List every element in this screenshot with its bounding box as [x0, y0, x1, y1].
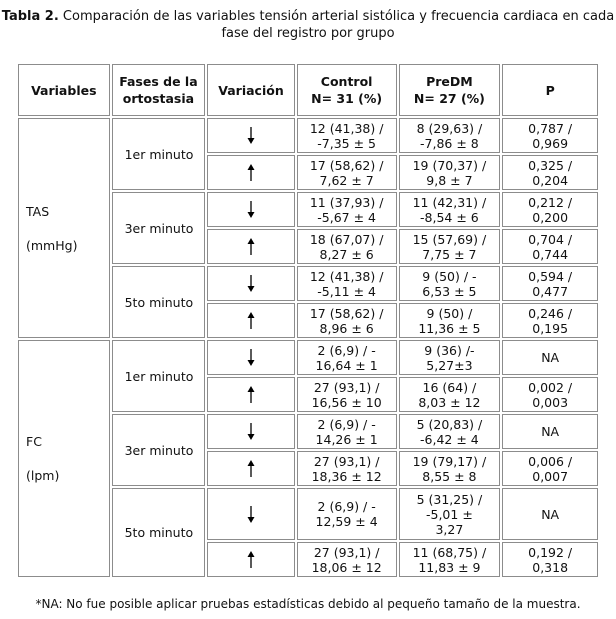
cell-line: 0,007: [532, 468, 569, 484]
phase-cell: 5to minuto: [112, 266, 206, 338]
cell-line: 16,64 ± 1: [315, 357, 378, 373]
predm-cell: [399, 118, 501, 153]
predm-cell: [399, 377, 501, 412]
header-predm-n: N= 27 (%): [413, 91, 485, 106]
cell-line: 7,62 ± 7: [319, 172, 374, 188]
control-cell: [297, 118, 397, 153]
p-value-cell: [502, 542, 598, 577]
predm-cell: [399, 414, 501, 449]
cell-line: 2 (6,9) / -: [317, 416, 376, 432]
control-cell: [297, 155, 397, 190]
cell-line: 27 (93,1) /: [313, 379, 380, 395]
cell-line: 5 (20,83) /: [416, 416, 483, 432]
header-variacion: Variación: [207, 64, 295, 116]
up-arrow-icon: [207, 377, 295, 412]
p-value-cell: [502, 488, 598, 540]
cell-line: 11,83 ± 9: [418, 559, 481, 575]
cell-line: NA: [541, 506, 560, 522]
cell-line: 0,969: [532, 135, 569, 151]
cell-line: 5,27±3: [426, 357, 473, 373]
down-arrow-icon: [207, 192, 295, 227]
down-arrow-icon: [207, 340, 295, 375]
down-arrow-icon: [207, 118, 295, 153]
control-cell: [297, 542, 397, 577]
up-arrow-icon: [207, 303, 295, 338]
table-caption: [0, 8, 616, 42]
control-cell: [297, 266, 397, 301]
cell-line: 6,53 ± 5: [422, 283, 477, 299]
cell-line: 11,36 ± 5: [418, 320, 481, 336]
results-table: [16, 62, 600, 579]
cell-line: 0,787 /: [528, 120, 573, 136]
p-value-cell: [502, 118, 598, 153]
phase-cell: 5to minuto: [112, 488, 206, 577]
cell-line: 7,75 ± 7: [422, 246, 477, 262]
cell-line: 17 (58,62) /: [309, 157, 384, 173]
cell-line: 14,26 ± 1: [315, 431, 378, 447]
predm-cell: [399, 451, 501, 486]
cell-line: 9 (50) /: [426, 305, 473, 321]
up-arrow-icon: [207, 451, 295, 486]
cell-line: 18,36 ± 12: [311, 468, 382, 484]
cell-line: 9,8 ± 7: [426, 172, 473, 188]
p-value-cell: [502, 414, 598, 449]
cell-line: 2 (6,9) / -: [317, 499, 376, 514]
predm-cell: [399, 192, 501, 227]
header-predm: [399, 64, 501, 116]
control-cell: [297, 488, 397, 540]
cell-line: -8,54 ± 6: [420, 209, 479, 225]
control-cell: [297, 340, 397, 375]
cell-line: 27 (93,1) /: [313, 453, 380, 469]
header-control-n: N= 31 (%): [311, 91, 383, 106]
cell-line: 11 (68,75) /: [412, 544, 487, 560]
p-value-cell: [502, 377, 598, 412]
cell-line: 15 (57,69) /: [412, 231, 487, 247]
cell-line: 12,59 ± 4: [315, 514, 378, 529]
cell-line: 0,195: [532, 320, 569, 336]
caption-text: Comparación de las variables tensión arterial sistólica y frecuencia cardiaca en cada fase del registro por grupo: [58, 9, 615, 41]
header-control-name: Control: [320, 74, 373, 89]
caption-label: Tabla 2.: [1, 9, 59, 24]
phase-cell: 3er minuto: [112, 414, 206, 486]
table-row: [18, 118, 598, 153]
cell-line: 27 (93,1) /: [313, 544, 380, 560]
p-value-cell: [502, 155, 598, 190]
p-value-cell: [502, 229, 598, 264]
variable-cell: [18, 118, 110, 338]
cell-line: -5,01 ±: [426, 506, 473, 522]
cell-line: 8,55 ± 8: [422, 468, 477, 484]
table-body: [18, 118, 598, 577]
control-cell: [297, 192, 397, 227]
cell-line: -6,42 ± 4: [420, 431, 479, 447]
cell-line: 3,27: [435, 521, 464, 537]
cell-line: 8,27 ± 6: [319, 246, 374, 262]
p-value-cell: [502, 340, 598, 375]
cell-line: 8,03 ± 12: [418, 394, 481, 410]
cell-line: 0,704 /: [528, 231, 573, 247]
control-cell: [297, 414, 397, 449]
cell-line: -5,11 ± 4: [317, 283, 376, 299]
up-arrow-icon: [207, 542, 295, 577]
cell-line: 9 (50) / -: [422, 268, 477, 284]
cell-line: -5,67 ± 4: [317, 209, 376, 225]
predm-cell: [399, 155, 501, 190]
down-arrow-icon: [207, 488, 295, 540]
cell-line: -7,86 ± 8: [420, 135, 479, 151]
phase-cell: 1er minuto: [112, 118, 206, 190]
cell-line: 17 (58,62) /: [309, 305, 384, 321]
predm-cell: [399, 542, 501, 577]
cell-line: 0,204: [532, 172, 569, 188]
cell-line: 0,318: [532, 559, 569, 575]
cell-line: 12 (41,38) /: [309, 268, 384, 284]
up-arrow-icon: [207, 229, 295, 264]
predm-cell: [399, 488, 501, 540]
predm-cell: [399, 340, 501, 375]
cell-line: 0,192 /: [528, 544, 573, 560]
cell-line: 0,002 /: [528, 379, 573, 395]
cell-line: 0,006 /: [528, 453, 573, 469]
footnote: *NA: No fue posible aplicar pruebas estadísticas debido al pequeño tamaño de la muestra.: [35, 597, 581, 611]
p-value-cell: [502, 303, 598, 338]
cell-line: 8 (29,63) /: [416, 120, 483, 136]
header-fases: Fases de la ortostasia: [112, 64, 206, 116]
cell-line: 18,06 ± 12: [311, 559, 382, 575]
header-p: P: [502, 64, 598, 116]
cell-line: 16 (64) /: [422, 379, 477, 395]
down-arrow-icon: [207, 266, 295, 301]
cell-line: 19 (79,17) /: [412, 453, 487, 469]
predm-cell: [399, 229, 501, 264]
cell-line: 0,744: [532, 246, 569, 262]
up-arrow-icon: [207, 155, 295, 190]
cell-line: 18 (67,07) /: [309, 231, 384, 247]
cell-line: 12 (41,38) /: [309, 120, 384, 136]
control-cell: [297, 451, 397, 486]
cell-line: 16,56 ± 10: [311, 394, 382, 410]
cell-line: 0,594 /: [528, 268, 573, 284]
cell-line: 2 (6,9) / -: [317, 342, 376, 358]
header-control: [297, 64, 397, 116]
cell-line: 5 (31,25) /: [416, 491, 483, 507]
cell-line: 0,246 /: [528, 305, 573, 321]
cell-line: NA: [541, 424, 560, 439]
cell-line: 8,96 ± 6: [319, 320, 374, 336]
p-value-cell: [502, 451, 598, 486]
cell-line: -7,35 ± 5: [317, 135, 376, 151]
cell-line: 11 (42,31) /: [412, 194, 487, 210]
variable-unit: (mmHg): [26, 237, 78, 253]
cell-line: 0,200: [532, 209, 569, 225]
cell-line: 0,325 /: [528, 157, 573, 173]
cell-line: 19 (70,37) /: [412, 157, 487, 173]
phase-cell: 3er minuto: [112, 192, 206, 264]
cell-line: 9 (36) /-: [424, 342, 475, 358]
control-cell: [297, 303, 397, 338]
table-row: [18, 340, 598, 375]
variable-cell: [18, 340, 110, 577]
variable-unit: (lpm): [26, 468, 60, 483]
header-variables: Variables: [18, 64, 110, 116]
control-cell: [297, 229, 397, 264]
cell-line: 0,212 /: [528, 194, 573, 210]
control-cell: [297, 377, 397, 412]
variable-name: TAS: [26, 203, 50, 219]
down-arrow-icon: [207, 414, 295, 449]
p-value-cell: [502, 192, 598, 227]
phase-cell: 1er minuto: [112, 340, 206, 412]
variable-name: FC: [26, 434, 42, 449]
cell-line: 11 (37,93) /: [309, 194, 384, 210]
cell-line: NA: [541, 350, 560, 365]
p-value-cell: [502, 266, 598, 301]
cell-line: 0,477: [532, 283, 569, 299]
predm-cell: [399, 266, 501, 301]
header-predm-name: PreDM: [426, 74, 473, 89]
cell-line: 0,003: [532, 394, 569, 410]
predm-cell: [399, 303, 501, 338]
